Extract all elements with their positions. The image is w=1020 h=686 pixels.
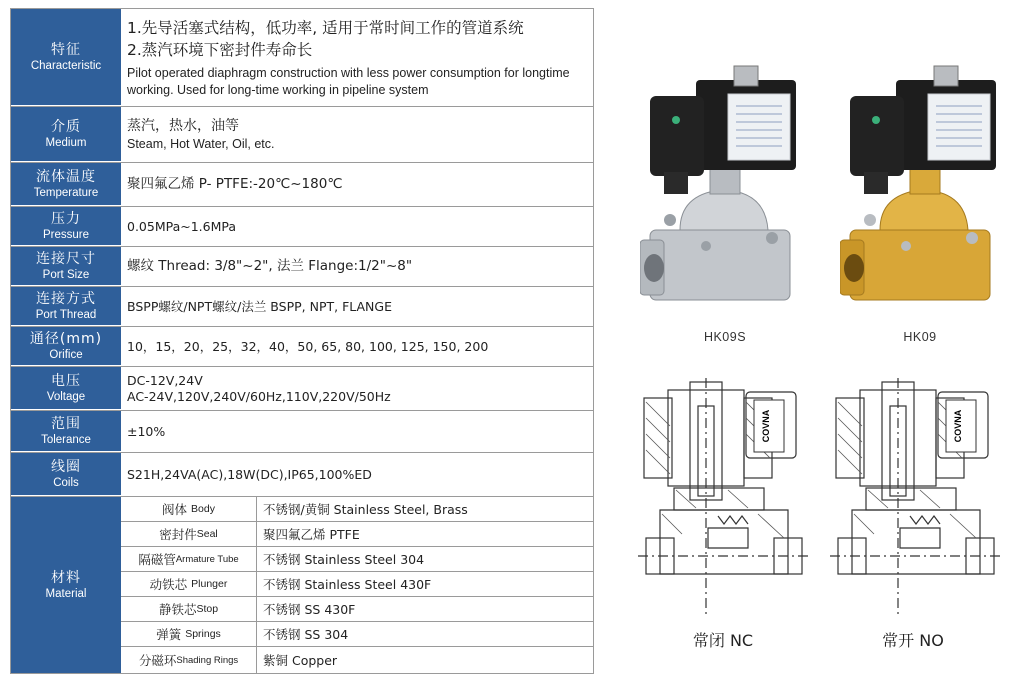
material-row-plunger: [121, 572, 593, 597]
row-material: [11, 497, 593, 673]
header-zh: 电压: [51, 372, 81, 389]
value-zh-1: 1.先导活塞式结构，低功率, 适用于常时间工作的管道系统: [127, 18, 524, 37]
material-key: 静铁芯 Stop: [121, 597, 257, 621]
header-cell: [11, 367, 121, 410]
header-zh: 压力: [51, 210, 81, 227]
header-zh: 范围: [51, 415, 81, 432]
row-coils: [11, 453, 593, 497]
product-caption-hk09s: HK09S: [703, 330, 747, 344]
brand-label-no: COVNA: [953, 409, 963, 443]
value-cell: [121, 9, 593, 106]
value-cell: [121, 327, 593, 366]
header-en: Pressure: [42, 228, 90, 241]
value-cell: [121, 411, 593, 452]
value-1: 螺纹 Thread: 3/8"~2", 法兰 Flange:1/2"~8": [127, 258, 413, 274]
value-cell: [121, 247, 593, 286]
header-en: Medium: [45, 136, 87, 149]
material-value: 不锈钢 Stainless Steel 304: [263, 552, 425, 567]
value-cell: [121, 107, 593, 162]
material-row-springs: [121, 622, 593, 647]
value-cell: [121, 207, 593, 246]
material-key: 阀体 Body: [121, 497, 257, 521]
value-1: ±10%: [127, 424, 166, 439]
material-key: 分磁环 Shading Rings: [121, 647, 257, 673]
material-key: 弹簧 Springs: [121, 622, 257, 646]
value-1: BSPP螺纹/NPT螺纹/法兰 BSPP, NPT, FLANGE: [127, 299, 392, 314]
row-voltage: [11, 367, 593, 411]
diagram-caption-nc: 常闭 NC: [692, 631, 754, 650]
header-zh: 流体温度: [36, 168, 96, 185]
row-port-thread: [11, 287, 593, 327]
material-value: 不锈钢 SS 430F: [263, 602, 356, 617]
material-row-shading-rings: [121, 647, 593, 673]
material-key: 动铁芯 Plunger: [121, 572, 257, 596]
value-1: 0.05MPa~1.6MPa: [127, 219, 237, 234]
material-row-armature-tube: [121, 547, 593, 572]
header-en: Port Thread: [35, 308, 97, 321]
material-row-seal: [121, 522, 593, 547]
row-medium: [11, 107, 593, 163]
value-cell: [121, 453, 593, 496]
header-cell: [11, 497, 121, 673]
material-value: 紫铜 Copper: [263, 653, 338, 668]
header-en: Coils: [53, 476, 79, 489]
value-2: Steam, Hot Water, Oil, etc.: [127, 137, 275, 151]
material-key: 隔磁管 Armature Tube: [121, 547, 257, 571]
value-cell: [121, 367, 593, 410]
value-1: 蒸汽，热水，油等: [127, 118, 239, 134]
row-orifice: [11, 327, 593, 367]
row-pressure: [11, 207, 593, 247]
header-cell: [11, 163, 121, 206]
valve-photo-brass: [840, 60, 1000, 320]
row-temperature: [11, 163, 593, 207]
material-value: 聚四氟乙烯 PTFE: [263, 527, 360, 542]
header-cell: [11, 9, 121, 106]
header-cell: [11, 107, 121, 162]
valve-photo-stainless: [640, 60, 800, 320]
value-zh-2: 2.蒸汽环境下密封件寿命长: [127, 40, 313, 59]
section-diagram-nc: [638, 378, 810, 618]
header-en: Material: [45, 587, 87, 600]
value-2: AC-24V,120V,240V/60Hz,110V,220V/50Hz: [127, 388, 391, 404]
header-cell: [11, 453, 121, 496]
value-cell: [121, 287, 593, 326]
header-en: Orifice: [49, 348, 83, 361]
header-en: Characteristic: [30, 59, 102, 72]
header-en: Temperature: [33, 186, 99, 199]
material-key: 密封件 Seal: [121, 522, 257, 546]
value-en: Pilot operated diaphragm construction with less power consumption for longtime working. Used for long-time working in pipeline system: [127, 65, 570, 97]
header-zh: 特征: [51, 41, 81, 58]
row-port-size: [11, 247, 593, 287]
header-cell: [11, 287, 121, 326]
header-zh: 通径(mm): [29, 330, 103, 347]
value-1: 聚四氟乙烯 P- PTFE:-20℃~180℃: [127, 176, 343, 192]
value-1: S21H,24VA(AC),18W(DC),IP65,100%ED: [127, 467, 372, 482]
header-en: Port Size: [42, 268, 90, 281]
header-zh: 连接方式: [36, 290, 96, 307]
value-cell: [121, 163, 593, 206]
spec-table: [10, 8, 594, 674]
header-cell: [11, 207, 121, 246]
material-value: 不锈钢 SS 304: [263, 627, 349, 642]
header-en: Voltage: [46, 390, 86, 403]
value-1: 10，15，20，25，32，40，50, 65, 80, 100, 125, 150, 200: [127, 339, 489, 354]
product-caption-hk09: HK09: [903, 330, 937, 344]
header-zh: 介质: [51, 118, 81, 135]
row-tolerance: [11, 411, 593, 453]
material-value: 不锈钢/黄铜 Stainless Steel, Brass: [263, 502, 468, 517]
material-value: 不锈钢 Stainless Steel 430F: [263, 577, 432, 592]
material-row-body: [121, 497, 593, 522]
header-en: Tolerance: [41, 433, 91, 446]
header-cell: [11, 411, 121, 452]
material-row-stop: [121, 597, 593, 622]
header-zh: 连接尺寸: [36, 250, 96, 267]
value-1: DC-12V,24V: [127, 372, 203, 388]
header-zh: 线圈: [51, 458, 81, 475]
header-cell: [11, 247, 121, 286]
brand-label-nc: COVNA: [761, 409, 771, 443]
header-zh: 材料: [51, 569, 81, 586]
row-characteristic: [11, 9, 593, 107]
diagram-caption-no: 常开 NO: [882, 631, 944, 650]
section-diagram-no: [830, 378, 1002, 618]
header-cell: [11, 327, 121, 366]
